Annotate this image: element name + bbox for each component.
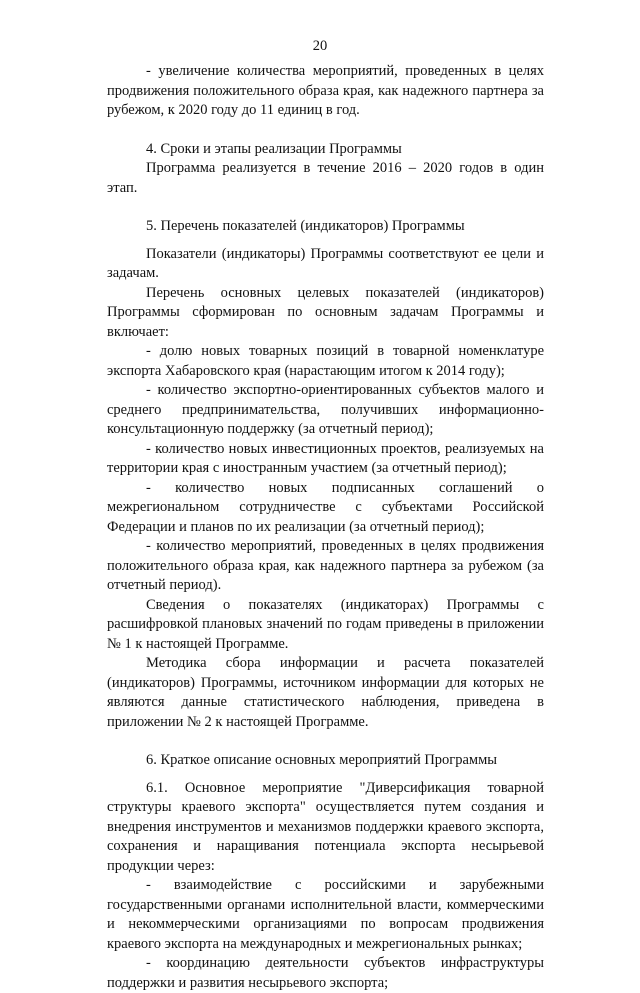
- section-spacer: [107, 771, 544, 779]
- section-spacer: [107, 237, 544, 245]
- paragraph: 6.1. Основное мероприятие "Диверсификация товарной структуры краевого экспорта" осуществляется путем создания и внедрения инструментов и механизмов поддержки краевого экспорта, сохранения и наращивания потенциала экспорта несырьевой продукции через:: [107, 779, 544, 874]
- paragraph: Методика сбора информации и расчета показателей (индикаторов) Программы, источником информации для которых не являются данные статистического наблюдения, приведена в приложении № 2 к настоящей Программе.: [107, 655, 544, 730]
- paragraph: - количество мероприятий, проведенных в целях продвижения положительного образа края, как надежного партнера за рубежом (за отчетный период).: [107, 538, 544, 593]
- section-heading: 5. Перечень показателей (индикаторов) Программы: [146, 218, 465, 234]
- document-body: [107, 62, 544, 993]
- section-heading: 6. Краткое описание основных мероприятий Программы: [146, 752, 498, 768]
- paragraph: - увеличение количества мероприятий, проведенных в целях продвижения положительного образа края, как надежного партнера за рубежом, к 2020 году до 11 единиц в год.: [107, 63, 544, 118]
- paragraph: Сведения о показателях (индикаторах) Программы с расшифровкой плановых значений по годам приведены в приложении № 1 к настоящей Программе.: [107, 596, 544, 652]
- paragraph: - количество новых инвестиционных проектов, реализуемых на территории края с иностранным участием (за отчетный период);: [107, 440, 544, 476]
- paragraph: Показатели (индикаторы) Программы соответствуют ее цели и задачам.: [107, 245, 544, 281]
- paragraph: - долю новых товарных позиций в товарной номенклатуре экспорта Хабаровского края (нарастающим итогом к 2014 году);: [107, 343, 544, 379]
- section-heading: 4. Сроки и этапы реализации Программы: [146, 140, 402, 157]
- paragraph: - взаимодействие с российскими и зарубежными государственными органами исполнительной власти, коммерческими и некоммерческими организациями по вопросам продвижения краевого экспорта на международных и межрегиональных рынках;: [107, 877, 544, 952]
- section-spacer: [107, 732, 544, 751]
- section-spacer: [107, 121, 544, 140]
- paragraph: Перечень основных целевых показателей (индикаторов) Программы сформирован по основным задачам Программы и включает:: [107, 284, 544, 340]
- page-number: 20: [312, 38, 328, 54]
- paragraph: Программа реализуется в течение 2016 – 2020 годов в один этап.: [107, 160, 544, 196]
- paragraph: - координацию деятельности субъектов инфраструктуры поддержки и развития несырьевого экспорта;: [107, 955, 544, 991]
- section-spacer: [107, 198, 544, 217]
- paragraph: - количество новых подписанных соглашений о межрегиональном сотрудничестве с субъектами Российской Федерации и планов по их реализации (за отчетный период);: [107, 479, 544, 535]
- paragraph: - количество экспортно-ориентированных субъектов малого и среднего предпринимательства, получивших информационно-консультационную поддержку (за отчетный период);: [107, 382, 544, 437]
